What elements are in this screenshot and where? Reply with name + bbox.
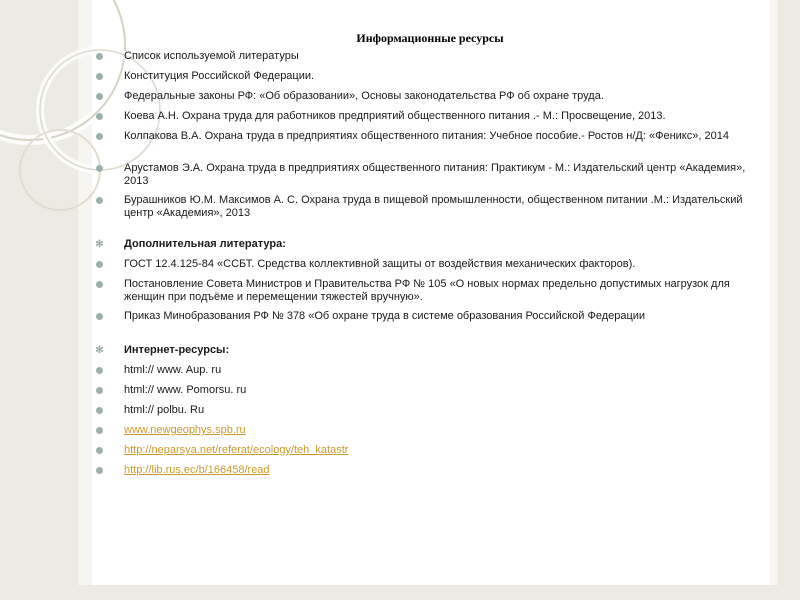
- bullet-icon: [96, 387, 103, 394]
- list-item: [96, 444, 756, 464]
- bottom-frame-band: [0, 585, 800, 600]
- list-item: Колпакова В.А. Охрана труда в предприятиях общественного питания: Учебное пособие.- Ростов н/Д: «Феникс», 2014: [96, 130, 756, 162]
- list-item: Постановление Совета Министров и Правительства РФ № 105 «О новых нормах предельно допустимых нагрузок для женщин при подъёме и перемещении тяжестей вручную».: [96, 278, 756, 310]
- link-newgeophys[interactable]: www.newgeophys.spb.ru: [124, 424, 246, 436]
- list-item: Список используемой литературы: [96, 50, 756, 70]
- bullet-icon: [96, 281, 103, 288]
- bullet-icon: [96, 261, 103, 268]
- list-item: [96, 424, 756, 444]
- right-frame-inner: [770, 0, 778, 600]
- left-frame-band: [0, 0, 78, 600]
- left-frame-inner: [78, 0, 92, 600]
- bullet-icon: [96, 467, 103, 474]
- list-item: html:// polbu. Ru: [96, 404, 756, 424]
- star-bullet-icon: ✻: [95, 239, 104, 250]
- section-heading-internet: ✻ Интернет-ресурсы:: [95, 344, 230, 356]
- bullet-icon: [96, 133, 103, 140]
- bullet-icon: [96, 53, 103, 60]
- list-item: Бурашников Ю.М. Максимов А. С. Охрана труда в пищевой промышленности, общественном питании .М.: Издательский центр «Академия», 2013: [96, 194, 756, 238]
- list-item: Коева А.Н. Охрана труда для работников предприятий общественного питания .- М.: Просвещение, 2013.: [96, 110, 756, 130]
- page-title: Информационные ресурсы: [356, 31, 504, 45]
- list-item: [96, 464, 756, 484]
- list-item: Приказ Минобразования РФ № 378 «Об охране труда в системе образования Российской Федерации: [96, 310, 756, 344]
- bullet-icon: [96, 73, 103, 80]
- link-lib-rus[interactable]: http://lib.rus.ec/b/166458/read: [124, 464, 270, 476]
- right-frame-band: [778, 0, 800, 600]
- link-neparsya[interactable]: http://neparsya.net/referat/ecology/teh_katastr: [124, 444, 349, 456]
- section-heading-additional: ✻ Дополнительная литература:: [95, 238, 286, 250]
- bullet-icon: [96, 407, 103, 414]
- bullet-icon: [96, 447, 103, 454]
- bullet-icon: [96, 165, 103, 172]
- resource-list: [96, 50, 756, 484]
- bullet-icon: [96, 367, 103, 374]
- list-item: html:// www. Pomorsu. ru: [96, 384, 756, 404]
- bullet-icon: [96, 427, 103, 434]
- list-item: Арустамов Э.А. Охрана труда в предприятиях общественного питания: Практикум - М.: Издательский центр «Академия», 2013: [96, 162, 756, 194]
- bullet-icon: [96, 197, 103, 204]
- bullet-icon: [96, 313, 103, 320]
- list-item: html:// www. Aup. ru: [96, 364, 756, 384]
- list-item: Конституция Российской Федерации.: [96, 70, 756, 90]
- list-item: Федеральные законы РФ: «Об образовании», Основы законодательства РФ об охране труда.: [96, 90, 756, 110]
- star-bullet-icon: ✻: [95, 345, 104, 356]
- list-item: ГОСТ 12.4.125-84 «ССБТ. Средства коллективной защиты от воздействия механических факторов).: [96, 258, 756, 278]
- bullet-icon: [96, 93, 103, 100]
- bullet-icon: [96, 113, 103, 120]
